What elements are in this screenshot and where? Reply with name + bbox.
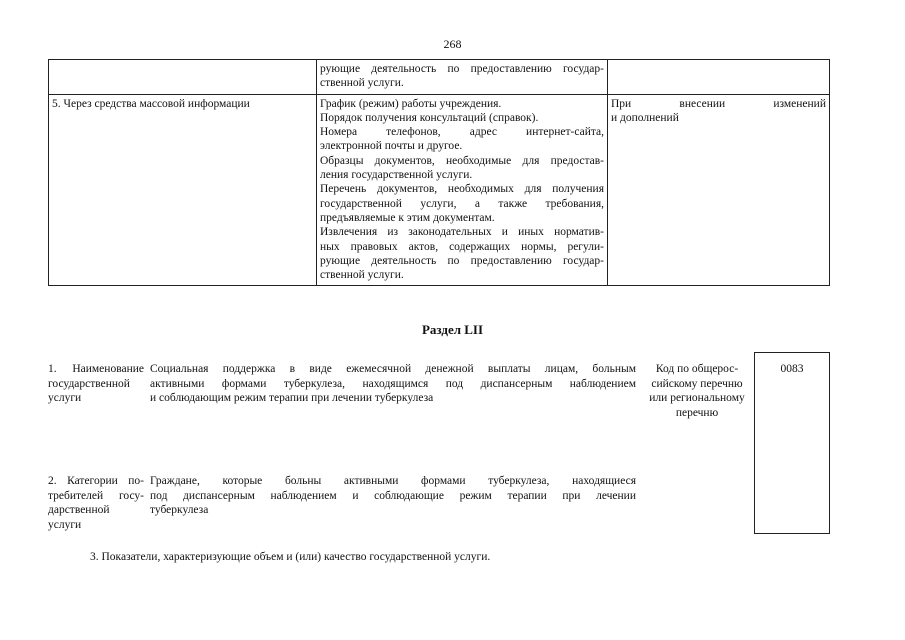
label-line: государственной [48,377,130,390]
service-name-text [150,362,636,406]
table-cell [317,94,608,286]
text-line: и соблюдающим режим терапии при лечении туберкулеза [150,392,434,404]
table-cell [317,60,608,95]
cell-line: государственной услуги, а также требования, [320,197,604,210]
text-line: Граждане, которые больны активными формами туберкулеза, находящиеся [150,475,636,487]
cell-line: Образцы документов, необходимые для предостав- [320,154,604,167]
code-label [643,362,751,420]
section-title: Раздел LII [421,322,484,337]
consumer-category-text [150,474,636,518]
indicators-heading: 3. Показатели, характеризующие объем и (или) качество государственной услуги. [90,551,491,563]
service-name-label [48,362,144,406]
cell-line: предъявляемые к этим документам. [320,211,495,224]
consumer-category-label [48,474,144,532]
label-line: услуги [48,392,82,404]
cell-line: График (режим) работы учреждения. [320,97,502,110]
table-cell [49,60,317,95]
text-line: под диспансерным наблюдением и соблюдающие режим терапии при лечении [150,489,636,502]
code-label-line: сийскому перечню [651,377,743,390]
table-cell [608,94,830,286]
code-label-line: или региональному [649,392,745,404]
cell-line: Порядок получения консультаций (справок). [320,111,539,124]
cell-line: ственной услуги. [320,269,404,282]
cell-line: При внесении изменений [611,97,826,110]
label-line: дарственной [48,504,110,516]
table-row [49,60,830,95]
code-label-line: Код по общерос- [655,363,739,375]
code-label-line: перечню [675,406,719,419]
cell-line: рующие деятельность по предоставлению государ- [320,254,604,267]
text-line: Социальная поддержка в виде ежемесячной денежной выплаты лицам, больным [150,363,636,375]
cell-line: Перечень документов, необходимых для получения [320,183,604,196]
text-line: активными формами туберкулеза, находящимся под диспансерным наблюдением [150,377,636,390]
label-line: 2. Категории по- [48,475,144,487]
code-box [754,352,830,534]
cell-line: Номера телефонов, адрес интернет-сайта, [320,126,604,139]
cell-line: и дополнений [611,111,679,124]
cell-line: ных правовых актов, содержащих нормы, регули- [320,240,604,253]
text-line: туберкулеза [150,504,209,516]
page-number: 268 [443,37,462,51]
label-line: требителей госу- [48,489,144,502]
cell-line: рующие деятельность по предоставлению государ- [320,63,604,75]
cell-line: Извлечения из законодательных и иных норматив- [320,226,604,239]
table-cell [608,60,830,95]
code-value: 0083 [780,363,804,375]
cell-line: ственной услуги. [320,77,404,90]
cell-line: ления государственной услуги. [320,169,473,182]
media-channel-label: 5. Через средства массовой информации [52,97,250,110]
info-table [48,59,830,286]
table-row [49,94,830,286]
label-line: услуги [48,518,82,531]
table-cell [49,94,317,286]
label-line: 1. Наименование [48,363,144,375]
cell-line: электронной почты и другое. [320,140,463,153]
